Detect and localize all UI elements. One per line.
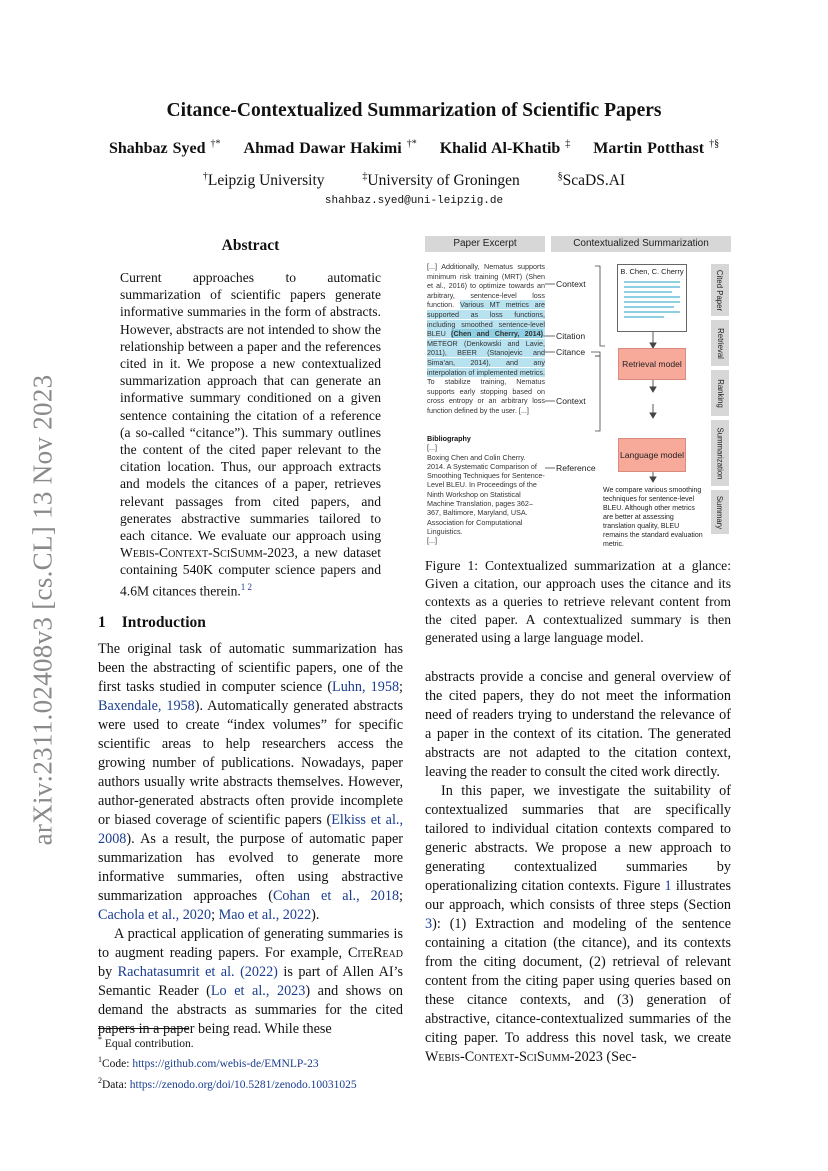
bibliography-entry: Boxing Chen and Colin Cherry. 2014. A Systematic Comparison of Smoothing Techniques for Sentence-Level BLEU. In Proceedings of the Ninth Workshop on Statistical Machine Translation, pages 362–367, Baltimore, Maryland, USA. Association for Computational Linguistics. [427,452,545,536]
body-paragraph: abstracts provide a concise and general overview of the cited papers, they do not meet the information need of readers trying to understand the relevance of a paper in the context of its citation. The generated abstracts are not adapted to the citation context, leaving the reader to consult the cited work directly. [425,669,731,780]
language-model-box: Language model [618,438,686,472]
cited-paper-authors: B. Chen, C. Cherry [620,267,684,276]
paper-excerpt-text: [...] Additionally, Nematus supports minimum risk training (MRT) (Shen et al., 2016) to optimize towards an arbitrary, sentence-level loss function. Various MT metrics are supported as loss functions, including smoothed sentence-level BLEU (Chen and Cherry, 2014), METEOR (Denkowski and Lavie, 2011), BEER (Stanojevic and Sima’an, 2014), and any interpolation of implemented metrics. To stabilize training, Nematus supports early stopping based on cross entropy or an arbitrary loss function defined by the user. [...] [427,262,545,415]
author: Shahbaz Syed †* [108,139,221,158]
affiliation-list [0,171,828,190]
footnote-divider [98,1028,188,1029]
pipeline-steps [711,264,731,529]
citation-link[interactable]: Cohan et al., 2018 [272,888,400,905]
affiliation: §ScaDS.AI [557,171,626,190]
footnote-ref[interactable]: 1 2 [240,581,253,592]
citation-link[interactable]: Elkiss et al., 2008 [98,812,403,848]
abstract-heading: Abstract [221,237,280,254]
generated-summary-text: We compare various smoothing techniques for sentence-level BLEU. Although other metrics are better at assessing translation quality, BLEU remains the standard evaluation metric. [603,487,703,548]
figure-1 [425,234,731,549]
citation-link[interactable]: Baxendale, 1958 [98,698,195,715]
citation-highlight: (Chen and Cherry, 2014) [451,329,543,339]
author: Khalid Al-Khatib ‡ [439,139,571,158]
arxiv-stamp [20,360,66,860]
citation-link[interactable]: Luhn, 1958 [332,679,400,696]
tab-contextualized-summarization: Contextualized Summarization [551,236,731,252]
figure-caption: Figure 1: Contextualized summarization at a glance: Given a citation, our approach uses the citance and its contexts as a queries to retrieve relevant content from the cited paper. A contextualized summary is then generated using a large language model. [425,558,731,645]
label-citation: Citation [556,331,586,341]
step-cited-paper: Cited Paper [711,264,729,316]
label-context: Context [556,396,586,406]
left-column [98,228,403,1039]
dataset-name: Webis-Context-SciSumm [120,545,263,561]
section-ref-link[interactable]: 3 [425,916,433,932]
label-context: Context [556,279,586,289]
author-email: shahbaz.syed@uni-leipzig.de [324,195,504,207]
system-name: CiteRead [347,945,403,962]
abstract-body: Current approaches to automatic summarization of scientific papers generate informative summaries in the form of abstracts. However, abstracts are not intended to show the relationship between a paper and the references cited in it. We propose a new contextualized summarization approach that can generate an informative summary conditioned on a given sentence containing the citation of a reference (a so-called “citance”). This summary outlines the content of the cited paper relevant to the citation location. Thus, our approach extracts and models the citances of a paper, retrieves relevant passages from cited papers, and generates abstractive summaries tailored to each citance. We evaluate our approach using Webis-Context-SciSumm-2023, a new dataset containing 540K computer science papers and 4.6M citances therein.$^{1 2}$ [120,270,381,599]
step-retrieval: Retrieval [711,320,729,366]
intro-paragraph: A practical application of generating summaries is to augment reading papers. For example, CiteRead by Rachatasumrit et al. (2022) is part of Allen AI’s Semantic Reader (Lo et al., 2023) and shows on demand the abstracts as summaries for the cited papers in a paper being read. While these [98,926,404,1038]
retrieval-model-box: Retrieval model [618,348,686,380]
dataset-name: Webis-Context-SciSumm [425,1049,570,1065]
citation-link[interactable]: Rachatasumrit et al. (2022) [117,964,278,981]
author-list [0,139,828,158]
citation-link[interactable]: Mao et al., 2022 [218,907,312,924]
footnotes [98,1028,403,1093]
affiliation: ‡University of Groningen [362,171,520,190]
footnote: $^1$Code: https://github.com/webis-de/EMNLP-23 [98,1055,319,1071]
arxiv-id: arXiv:2311.02408v3 [cs.CL] 13 Nov 2023 [27,374,58,846]
code-url-link[interactable]: https://github.com/webis-de/EMNLP-23 [132,1058,319,1071]
data-url-link[interactable]: https://zenodo.org/doi/10.5281/zenodo.10031025 [129,1078,357,1091]
footnote: * Equal contribution. [98,1035,194,1050]
step-summarization: Summarization [711,420,729,486]
citance-highlight: , METEOR (Denkowski and Lavie, 2011), BEER (Stanojevic and Sima’an, 2014), and any interpolation of implemented metrics. [427,329,545,377]
figure-ref-link[interactable]: 1 [664,878,672,894]
cited-paper-box [617,264,687,332]
section-heading-introduction: 1 Introduction [98,614,206,632]
citation-link[interactable]: Lo et al., 2023 [210,983,306,1000]
right-column [425,668,731,1067]
body-paragraph: In this paper, we investigate the suitability of contextualized summaries that are specifically tailored to individual citation contexts compared to generic abstracts. We propose a new approach to generating contextualized summaries by operationalizing citation contexts. Figure 1 illustrates our approach, which consists of three steps (Section 3): (1) Extraction and modeling of the sentence containing a citation (the citance), and its contexts from the citing document, (2) retrieval of relevant content from the citing paper using queries based on these citance contexts, and (3) generation of abstractive, citance-contextualized summaries of the citing paper. To address this novel task, we create Webis-Context-SciSumm-2023 (Sec- [425,783,731,1065]
tab-paper-excerpt: Paper Excerpt [425,236,545,252]
figure-connectors [543,256,613,486]
author: Martin Potthast †§ [593,139,720,158]
intro-paragraph: The original task of automatic summarization has been the abstracting of scientific papers, one of the first tasks studied in computer science (Luhn, 1958; Baxendale, 1958). Automatically generated abstracts were used to create “index volumes” for specific scientific areas to help researchers access the growing number of publications. Nowadays, paper authors usually write abstracts themselves. However, author-generated abstracts often provide incomplete or biased coverage of scientific papers (Elkiss et al., 2008). As a result, the purpose of automatic paper summarization has evolved to generate more informative summaries, often using abstractive summarization approaches (Cohan et al., 2018; Cachola et al., 2020; Mao et al., 2022). [98,641,404,924]
step-ranking: Ranking [711,370,729,416]
author: Ahmad Dawar Hakimi †* [243,139,417,158]
paper-title: Citance-Contextualized Summarization of Scientific Papers [166,100,662,121]
label-reference: Reference [556,463,596,473]
bibliography-heading: Bibliography [427,434,471,443]
citance-highlight: Various MT metrics are supported as loss functions, including smoothed sentence-level BLEU [427,300,545,339]
footnote: $^2$Data: https://zenodo.org/doi/10.5281/zenodo.10031025 [98,1075,357,1091]
affiliation: †Leipzig University [202,171,325,190]
citation-link[interactable]: Cachola et al., 2020 [98,907,212,924]
bibliography-excerpt: Bibliography [...] Boxing Chen and Colin Cherry. 2014. A Systematic Comparison of Smoothing Techniques for Sentence-Level BLEU. In Proceedings of the Ninth Workshop on Statistical Machine Translation, pages 362–367, Baltimore, Maryland, USA. Association for Computational Linguistics. [...] [427,434,545,546]
step-summary: Summary [711,490,729,534]
label-citance: Citance [556,347,586,357]
